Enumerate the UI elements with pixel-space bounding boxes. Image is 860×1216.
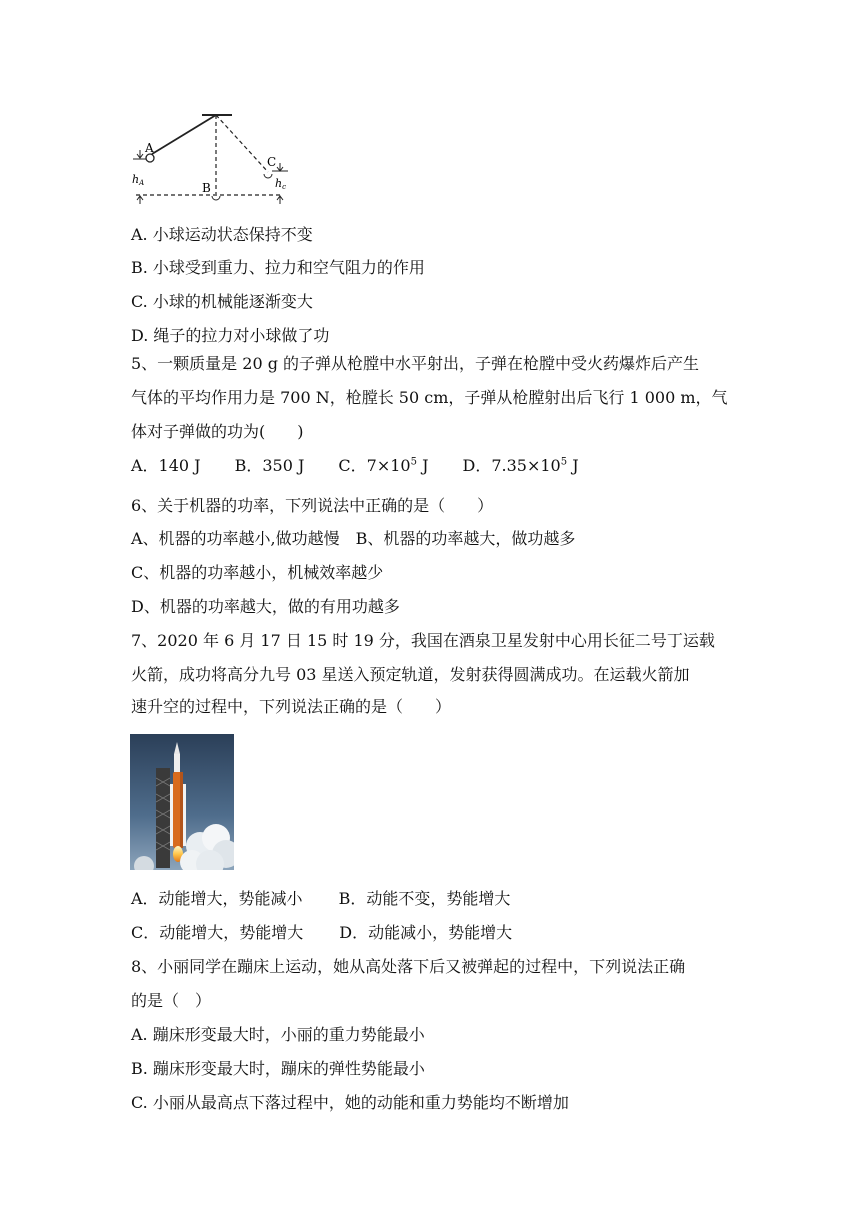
label-ha: hA (132, 173, 145, 187)
q7-option-d: D．动能减小，势能增大 (339, 923, 513, 942)
q6-stem: 6、关于机器的功率，下列说法中正确的是（ ） (131, 496, 494, 515)
q5-option-d: D．$7.35\times 10^5$ J (462, 456, 579, 475)
q4-option-b: B. 小球受到重力、拉力和空气阻力的作用 (131, 258, 425, 277)
q4-option-a: A. 小球运动状态保持不变 (131, 225, 313, 244)
q7-stem-line-2: 火箭，成功将高分九号 03 星送入预定轨道，发射获得圆满成功。在运载火箭加 (131, 665, 690, 684)
q6-option-c: C、机器的功率越小，机械效率越少 (131, 563, 384, 582)
q5-option-c: C．$7\times 10^5$ J (338, 456, 429, 475)
q8-stem-line-1: 8、小丽同学在蹦床上运动，她从高处落下后又被弹起的过程中，下列说法正确 (131, 957, 686, 976)
label-hc: hc (275, 177, 287, 191)
q5-stem-line-2: 气体的平均作用力是 700 N，枪膛长 50 cm，子弹从枪膛射出后飞行 1 000 m，气 (131, 388, 728, 407)
q5-stem-line-1: 5、一颗质量是 20 g 的子弹从枪膛中水平射出，子弹在枪膛中受火药爆炸后产生 (131, 354, 700, 373)
q7-options-cd (131, 923, 512, 943)
q7-option-c: C．动能增大，势能增大 (131, 923, 304, 942)
q8-option-c: C. 小丽从最高点下落过程中，她的动能和重力势能均不断增加 (131, 1093, 569, 1112)
q4-option-d: D. 绳子的拉力对小球做了功 (131, 326, 330, 345)
q8-option-b: B. 蹦床形变最大时，蹦床的弹性势能最小 (131, 1059, 425, 1078)
q8-option-a: A. 蹦床形变最大时，小丽的重力势能最小 (131, 1025, 425, 1044)
q8-stem-line-2: 的是（ ） (131, 991, 212, 1010)
q5-option-b: B．350 J (234, 456, 305, 475)
label-c: C (267, 155, 277, 169)
q7-stem-line-3: 速升空的过程中，下列说法正确的是（ ） (131, 697, 452, 716)
q6-option-d: D、机器的功率越大，做的有用功越多 (131, 597, 400, 616)
q7-stem-line-1: 7、2020 年 6 月 17 日 15 时 19 分，我国在酒泉卫星发射中心用长征二号丁运载 (131, 631, 715, 650)
q6-options-ab: A、机器的功率越小,做功越慢 B、机器的功率越大，做功越多 (131, 529, 576, 548)
q7-options-ab (131, 889, 510, 909)
pendulum-diagram (128, 108, 290, 208)
q5-option-a: A．140 J (131, 456, 201, 475)
q7-option-a: A．动能增大，势能减小 (131, 889, 303, 908)
q7-option-b: B．动能不变，势能增大 (338, 889, 511, 908)
label-b: B (202, 181, 211, 195)
label-a: A (145, 141, 154, 155)
q5-stem-line-3: 体对子弹做的功为( ) (131, 422, 304, 441)
q4-option-c: C. 小球的机械能逐渐变大 (131, 292, 313, 311)
rocket-launch-image (130, 734, 234, 870)
q5-options (131, 456, 579, 476)
